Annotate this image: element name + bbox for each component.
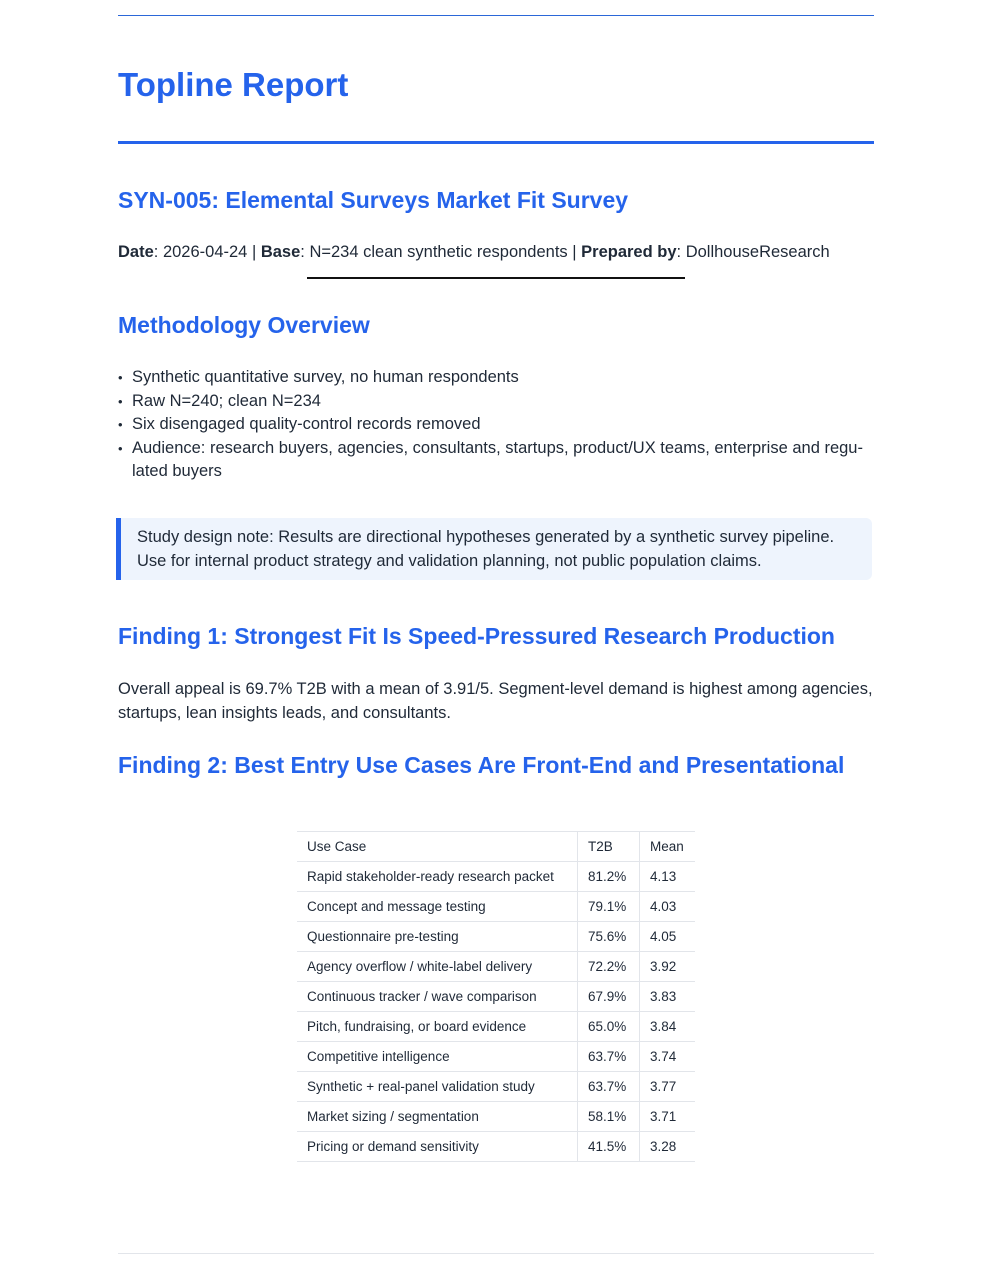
table-row xyxy=(297,862,695,892)
methodology-heading: Methodology Overview xyxy=(118,312,370,338)
column-header-mean: Mean xyxy=(640,832,696,862)
title-divider xyxy=(118,141,874,144)
mean-cell: 3.74 xyxy=(640,1042,696,1072)
mean-cell: 3.84 xyxy=(640,1012,696,1042)
mean-cell: 4.03 xyxy=(640,892,696,922)
list-item: • Synthetic quantitative survey, no human respondents xyxy=(118,366,880,390)
meta-divider xyxy=(307,277,685,279)
t2b-cell: 63.7% xyxy=(578,1042,640,1072)
mean-cell: 3.92 xyxy=(640,952,696,982)
mean-cell: 3.83 xyxy=(640,982,696,1012)
list-item: • Six disengaged quality-control records removed xyxy=(118,413,880,437)
t2b-cell: 41.5% xyxy=(578,1132,640,1162)
t2b-cell: 65.0% xyxy=(578,1012,640,1042)
finding-1-heading: Finding 1: Strongest Fit Is Speed-Pressured Research Production xyxy=(118,623,835,649)
use-case-cell: Agency overflow / white-label delivery xyxy=(297,952,578,982)
bottom-divider xyxy=(118,1253,874,1254)
date-value: 2026-04-24 xyxy=(162,243,248,261)
prepared-by-value: DollhouseResearch xyxy=(685,243,830,261)
table-row xyxy=(297,892,695,922)
report-meta: Date: 2026-04-24 | Base: N=234 clean synthetic respondents | Prepared by: DollhouseResearch xyxy=(118,243,830,261)
list-item: • Raw N=240; clean N=234 xyxy=(118,390,880,414)
column-header-use-case: Use Case xyxy=(297,832,578,862)
table-row xyxy=(297,1102,695,1132)
t2b-cell: 79.1% xyxy=(578,892,640,922)
t2b-cell: 81.2% xyxy=(578,862,640,892)
study-design-note: Study design note: Results are directional hypotheses generated by a synthetic survey pipeline. Use for internal product strategy and validation planning, not public population claims. xyxy=(116,518,872,580)
base-value: N=234 clean synthetic respondents xyxy=(309,243,568,261)
finding-1-text: Overall appeal is 69.7% T2B with a mean of 3.91/5. Segment-level demand is highest among agencies, startups, lean insights leads, and consultants. xyxy=(118,680,873,722)
finding-2-heading: Finding 2: Best Entry Use Cases Are Front-End and Presentational xyxy=(118,752,845,778)
use-case-cell: Concept and message testing xyxy=(297,892,578,922)
list-item: • Audience: research buyers, agencies, consultants, startups, product/UX teams, enterprise and regu-lated buyers xyxy=(118,437,880,484)
table-header-row xyxy=(297,832,695,862)
use-case-cell: Rapid stakeholder-ready research packet xyxy=(297,862,578,892)
t2b-cell: 72.2% xyxy=(578,952,640,982)
t2b-cell: 75.6% xyxy=(578,922,640,952)
report-title: Topline Report xyxy=(118,66,349,103)
mean-cell: 3.28 xyxy=(640,1132,696,1162)
methodology-list xyxy=(118,366,880,484)
table-row xyxy=(297,1072,695,1102)
t2b-cell: 67.9% xyxy=(578,982,640,1012)
survey-heading: SYN-005: Elemental Surveys Market Fit Survey xyxy=(118,187,629,213)
date-label: Date xyxy=(118,243,154,261)
t2b-cell: 58.1% xyxy=(578,1102,640,1132)
use-case-cell: Pricing or demand sensitivity xyxy=(297,1132,578,1162)
use-case-cell: Continuous tracker / wave comparison xyxy=(297,982,578,1012)
use-case-cell: Market sizing / segmentation xyxy=(297,1102,578,1132)
meta-separator: | xyxy=(251,243,257,261)
t2b-cell: 63.7% xyxy=(578,1072,640,1102)
mean-cell: 4.05 xyxy=(640,922,696,952)
mean-cell: 4.13 xyxy=(640,862,696,892)
mean-cell: 3.71 xyxy=(640,1102,696,1132)
use-case-cell: Questionnaire pre-testing xyxy=(297,922,578,952)
table-row xyxy=(297,1132,695,1162)
base-label: Base xyxy=(260,243,301,261)
table-row xyxy=(297,922,695,952)
mean-cell: 3.77 xyxy=(640,1072,696,1102)
table-row xyxy=(297,1012,695,1042)
column-header-t2b: T2B xyxy=(578,832,640,862)
use-case-cell: Pitch, fundraising, or board evidence xyxy=(297,1012,578,1042)
meta-separator: | xyxy=(572,243,577,261)
table-row xyxy=(297,982,695,1012)
prepared-by-label: Prepared by xyxy=(581,243,677,261)
top-divider xyxy=(118,15,874,16)
use-case-cell: Competitive intelligence xyxy=(297,1042,578,1072)
table-row xyxy=(297,1042,695,1072)
table-row xyxy=(297,952,695,982)
use-case-table xyxy=(297,831,695,1162)
use-case-cell: Synthetic + real-panel validation study xyxy=(297,1072,578,1102)
